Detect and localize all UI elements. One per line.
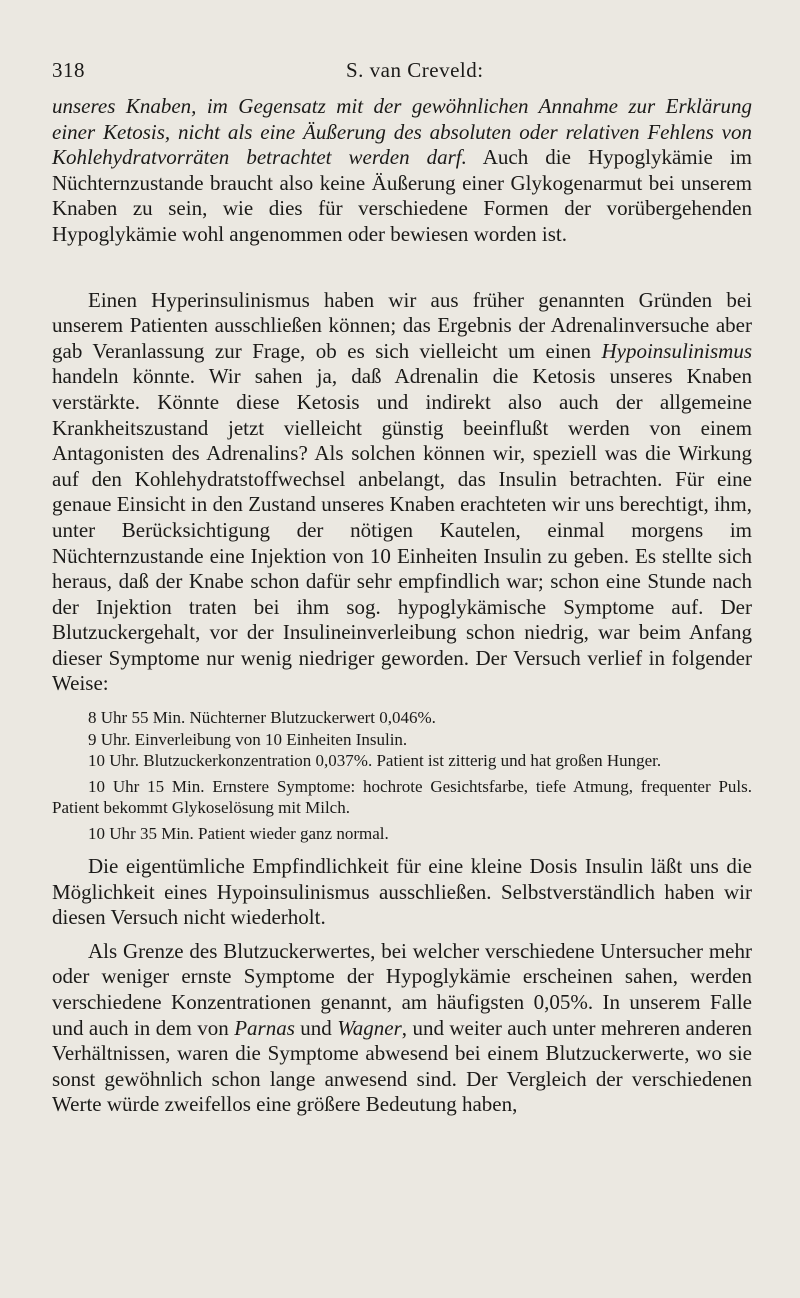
protocol-entry: 10 Uhr 15 Min. Ernstere Symptome: hochrote Gesichtsfarbe, tiefe Atmung, frequenter Puls. Patient bekommt Glykoselösung mit Milch. xyxy=(52,776,752,818)
protocol-entry: 8 Uhr 55 Min. Nüchterner Blutzuckerwert 0,046%. xyxy=(88,708,436,728)
paragraph-text: handeln könnte. Wir sahen ja, daß Adrenalin die Ketosis unseres Knaben verstärkte. Könnte diese Ketosis und indirekt also auch der allgemeine Krankheitszustand jetzt vielleicht günstig beeinflußt werden von einem Antagonisten des Adrenalins? Als solchen können wir, speziell was die Wirkung auf den Kohlehydratstoffwechsel anbelangt, das Insulin betrachten. Für eine genaue Einsicht in den Zustand unseres Knaben erachteten wir uns berechtigt, ihm, unter Berücksichtigung der nötigen Kautelen, einmal morgens im Nüchternzustande eine Injektion von 10 Einheiten Insulin zu geben. Es stellte sich heraus, daß der Knabe schon dafür sehr empfindlich war; schon eine Stunde nach der Injektion traten bei ihm sog. hypoglykämische Symptome auf. Der Blutzuckergehalt, vor der Insulineinverleibung schon niedrig, war beim Anfang dieser Symptome nur wenig niedriger geworden. Der Versuch verlief in folgender Weise: xyxy=(52,364,752,696)
protocol-entry: 10 Uhr 35 Min. Patient wieder ganz normal. xyxy=(88,823,389,843)
running-head: S. van Creveld: xyxy=(346,58,484,82)
italic-term: Hypoinsulinismus xyxy=(601,338,752,363)
page-number: 318 xyxy=(52,58,85,82)
paragraph-blood-sugar-limit xyxy=(52,939,752,1118)
paragraph-text: , und weiter auch unter mehreren anderen Verhältnissen, waren die Symptome abwesend bei einem Blutzuckerwerte, wo sie sonst gewöhnlich schon lange anwesend sind. Der Vergleich der verschiedenen Werte würde zweifellos eine größere Bedeutung haben, xyxy=(52,1015,753,1117)
italic-passage: unseres Knaben, im Gegensatz mit der gewöhnlichen Annahme zur Erklärung einer Ketosis, nicht als eine Äußerung des absoluten oder relativen Fehlens von Kohlehydratvorräten betrachtet werden darf. xyxy=(52,94,752,170)
italic-author: Wagner xyxy=(337,1015,402,1040)
protocol-entry: 10 Uhr. Blutzuckerkonzentration 0,037%. Patient ist zitterig und hat großen Hunger. xyxy=(88,751,662,771)
paragraph-text: Als Grenze des Blutzuckerwertes, bei welcher verschiedene Untersucher mehr oder weniger ernste Symptome der Hypoglykämie erscheinen sahen, werden verschiedene Konzentrationen genannt, am häufigsten 0,05%. In unserem Falle und auch in dem von xyxy=(52,938,752,1040)
paragraph-text: Einen Hyperinsulinismus haben wir aus früher genannten Gründen bei unserem Patienten ausschließen können; das Ergebnis der Adrenalinversuche aber gab Veranlassung zur Frage, ob es sich vielleicht um einen xyxy=(52,287,752,363)
paragraph-sensitivity: Die eigentümliche Empfindlichkeit für eine kleine Dosis Insulin läßt uns die Möglichkeit eines Hypoinsulinismus ausschließen. Selbstverständlich haben wir diesen Versuch nicht wiederholt. xyxy=(52,854,752,930)
paragraph-continuation xyxy=(52,94,752,248)
italic-author: Parnas xyxy=(234,1015,295,1040)
paragraph-text: und xyxy=(294,1015,338,1040)
page-header xyxy=(52,58,752,94)
protocol-entry: 9 Uhr. Einverleibung von 10 Einheiten Insulin. xyxy=(88,729,408,749)
paragraph-hypoinsulinismus xyxy=(52,288,752,698)
paragraph-text: Auch die Hypoglykämie im Nüchternzustande braucht also keine Äußerung einer Glykogenarmut bei unserem Knaben zu sein, wie dies für verschiedene Formen der vorübergehenden Hypoglykämie wohl angenommen oder bewiesen worden ist. xyxy=(52,145,752,246)
experiment-protocol xyxy=(52,707,752,844)
